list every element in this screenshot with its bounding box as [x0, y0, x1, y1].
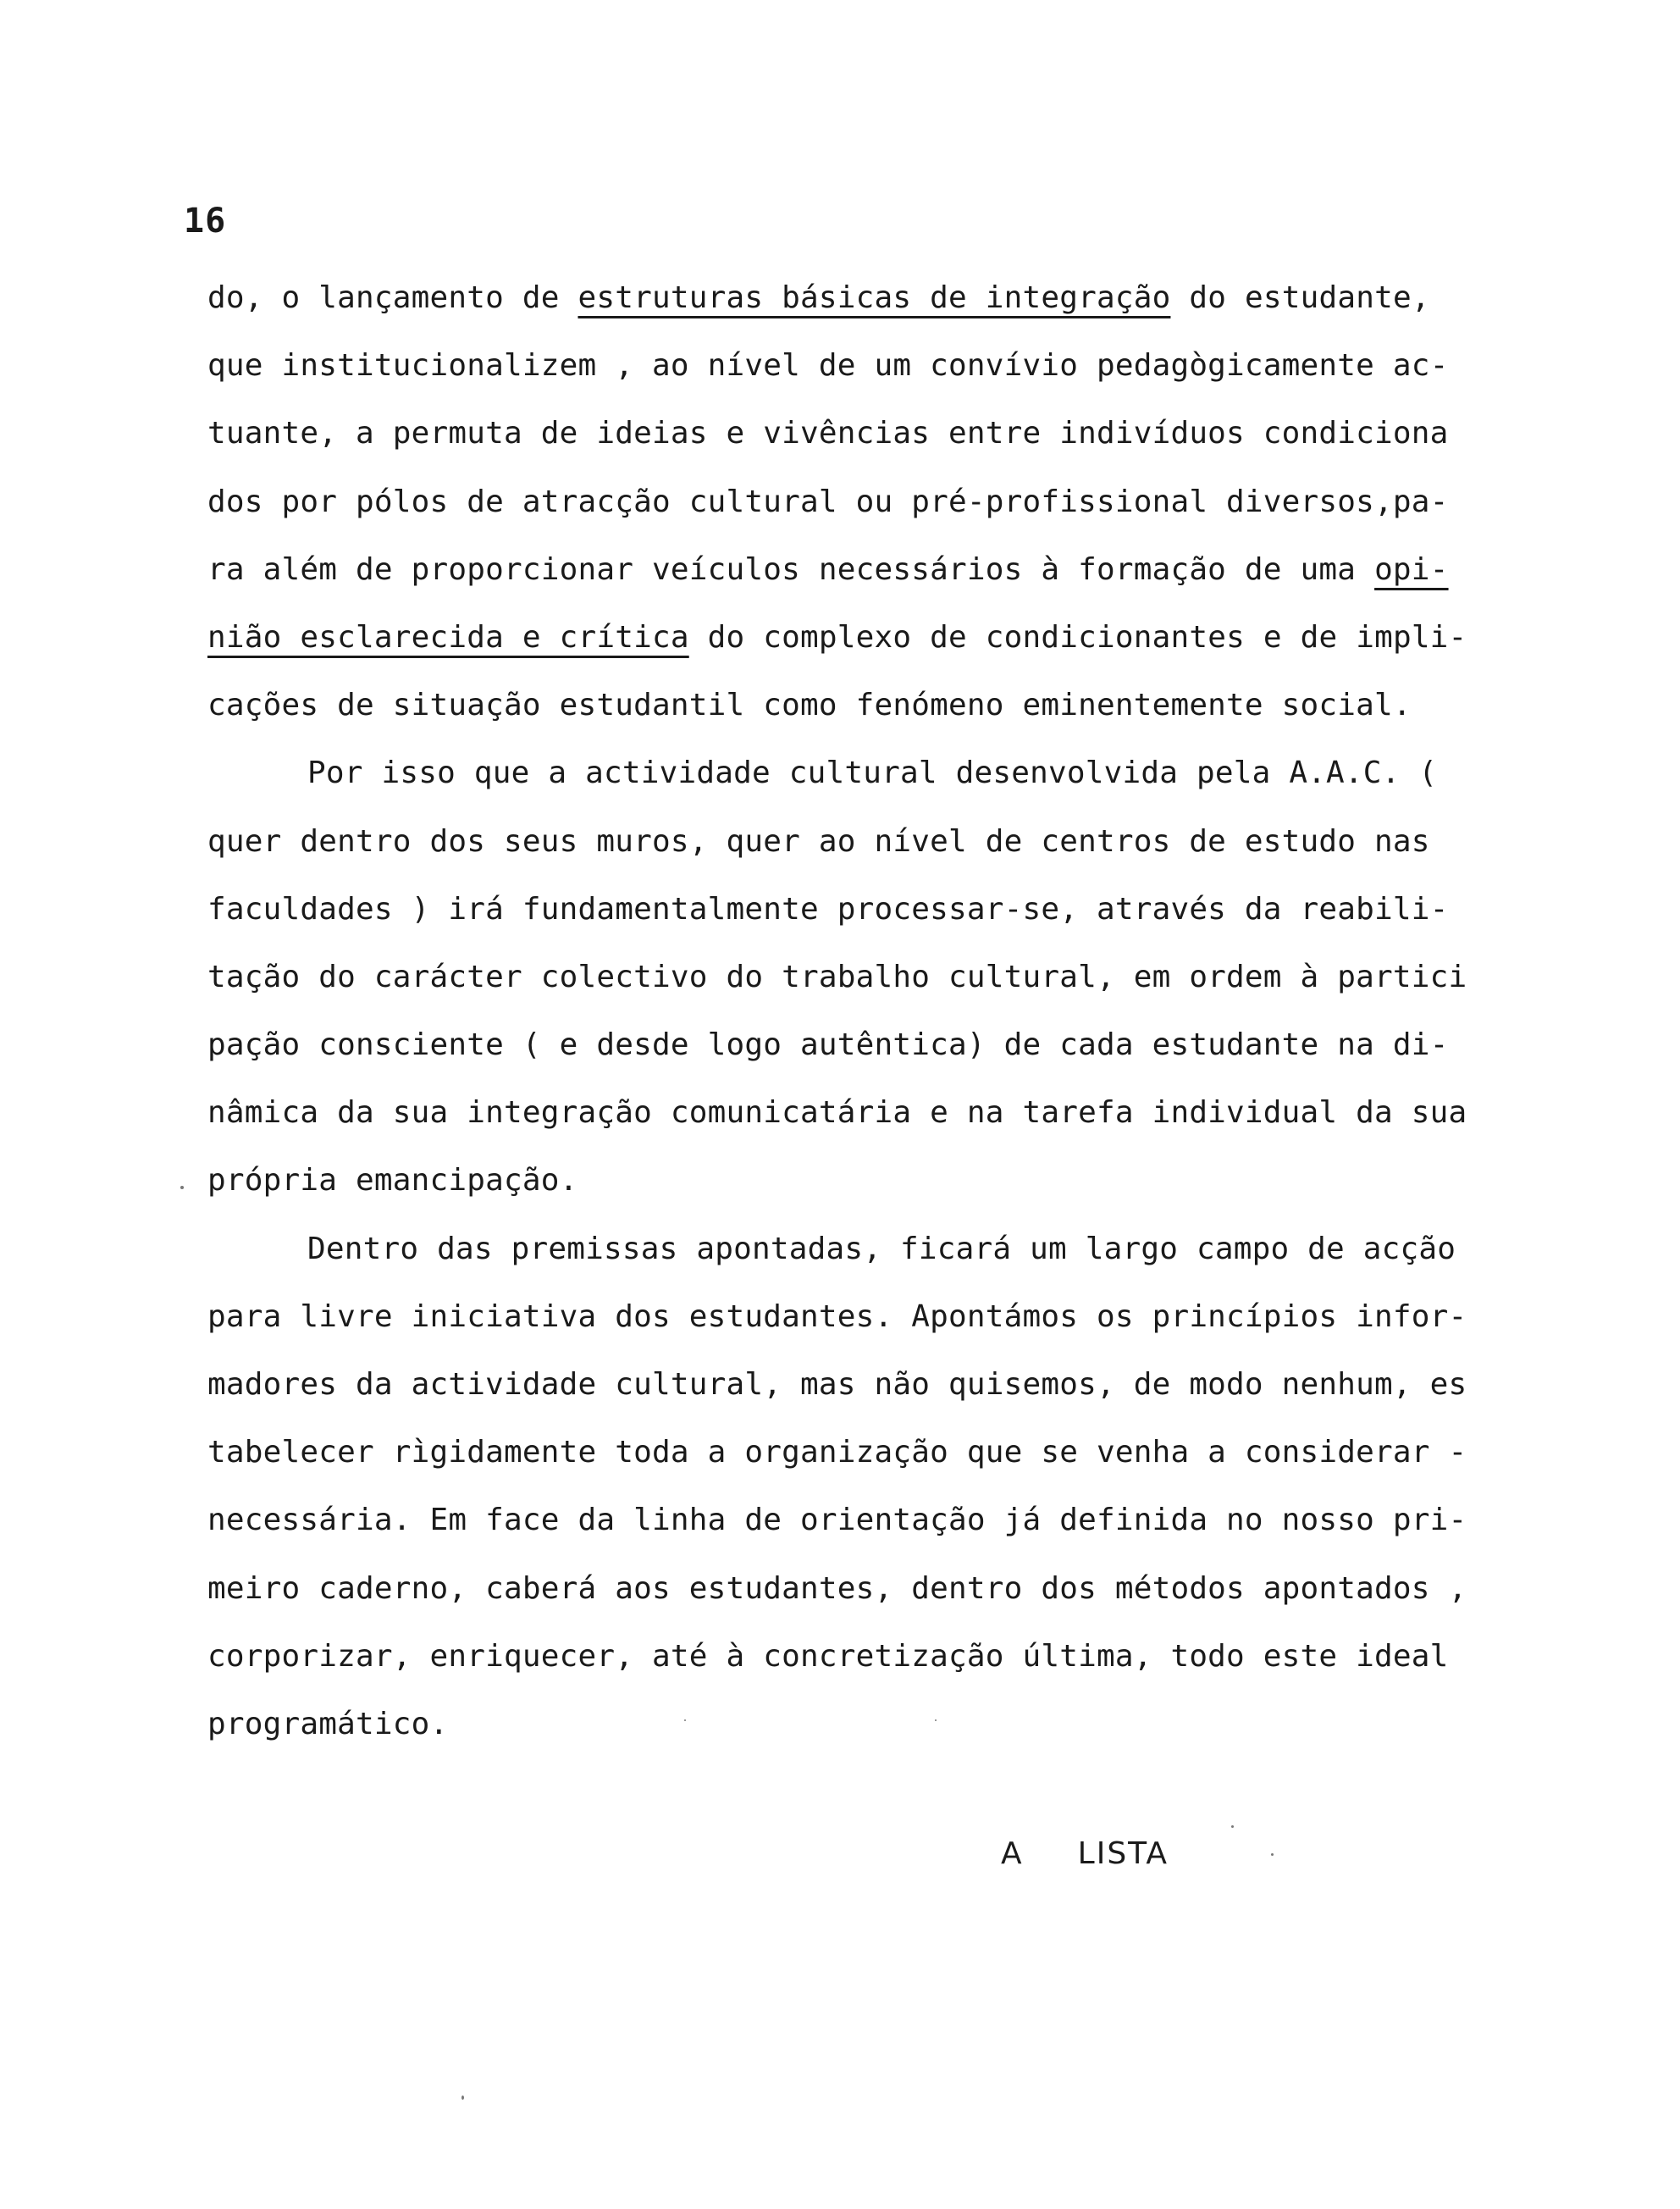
text-line	[207, 400, 1554, 468]
text-line	[207, 1283, 1554, 1351]
text-segment: tuante, a permuta de ideias e vivências entre indivíduos condiciona	[207, 416, 1449, 451]
text-line	[207, 1351, 1554, 1419]
text-line	[207, 604, 1554, 672]
scan-speck	[180, 1186, 184, 1189]
body-text	[207, 264, 1554, 1758]
text-line	[207, 1215, 1554, 1283]
scan-speck	[1271, 1853, 1274, 1856]
text-segment: tação do carácter colectivo do trabalho cultural, em ordem à partici	[207, 959, 1467, 994]
text-segment: pação consciente ( e desde logo autêntica) de cada estudante na di-	[207, 1027, 1449, 1063]
text-segment: madores da actividade cultural, mas não quisemos, de modo nenhum, es	[207, 1367, 1467, 1402]
text-line	[207, 1079, 1554, 1147]
signature	[1001, 1836, 1169, 1871]
scan-speck	[935, 1719, 937, 1721]
text-segment: tabelecer rìgidamente toda a organização que se venha a considerar -	[207, 1435, 1467, 1470]
text-line	[207, 1487, 1554, 1554]
text-line	[207, 264, 1554, 332]
text-segment: ra além de proporcionar veículos necessários à formação de uma	[207, 551, 1375, 587]
text-line	[207, 1691, 1554, 1758]
text-segment: corporizar, enriquecer, até à concretização última, todo este ideal	[207, 1638, 1449, 1674]
text-segment: programático.	[207, 1706, 449, 1741]
text-line	[207, 739, 1554, 807]
underlined-text: opi-	[1374, 551, 1449, 587]
text-segment: do, o lançamento de	[207, 280, 578, 315]
text-segment: para livre iniciativa dos estudantes. Apontámos os princípios infor-	[207, 1298, 1467, 1334]
text-line	[207, 1011, 1554, 1079]
text-segment: cações de situação estudantil como fenómeno eminentemente social.	[207, 688, 1412, 723]
text-segment: Dentro das premissas apontadas, ficará um largo campo de acção	[307, 1231, 1456, 1266]
signature-right: LISTA	[1077, 1836, 1169, 1871]
text-segment: nâmica da sua integração comunicatária e na tarefa individual da sua	[207, 1095, 1467, 1131]
text-segment: Por isso que a actividade cultural desenvolvida pela A.A.C. (	[307, 756, 1438, 791]
text-line	[207, 536, 1554, 604]
underlined-text: nião esclarecida e crítica	[207, 619, 689, 655]
text-segment: necessária. Em face da linha de orientação já definida no nosso pri-	[207, 1503, 1467, 1538]
text-segment: própria emancipação.	[207, 1163, 578, 1199]
text-segment: dos por pólos de atracção cultural ou pré-profissional diversos,pa-	[207, 484, 1449, 519]
signature-left: A	[1001, 1836, 1024, 1871]
underlined-text: estruturas básicas de integração	[578, 280, 1171, 315]
text-line	[207, 1555, 1554, 1623]
text-line	[207, 808, 1554, 876]
text-line	[207, 1419, 1554, 1487]
text-segment: faculdades ) irá fundamentalmente processar-se, através da reabili-	[207, 891, 1449, 927]
text-segment: meiro caderno, caberá aos estudantes, dentro dos métodos apontados ,	[207, 1570, 1467, 1606]
text-line	[207, 1623, 1554, 1691]
text-segment: do estudante,	[1170, 280, 1430, 315]
scan-speck	[461, 2096, 464, 2100]
scan-speck	[684, 1719, 686, 1721]
text-line	[207, 672, 1554, 739]
text-segment: do complexo de condicionantes e de impli-	[688, 619, 1467, 655]
text-segment: que institucionalizem , ao nível de um convívio pedagògicamente ac-	[207, 348, 1449, 384]
text-line	[207, 1147, 1554, 1215]
text-line	[207, 944, 1554, 1011]
page-number: 16	[184, 202, 227, 241]
scan-speck	[1231, 1825, 1234, 1828]
text-line	[207, 332, 1554, 400]
text-line	[207, 876, 1554, 944]
text-line	[207, 468, 1554, 536]
text-segment: quer dentro dos seus muros, quer ao nível de centros de estudo nas	[207, 823, 1430, 859]
